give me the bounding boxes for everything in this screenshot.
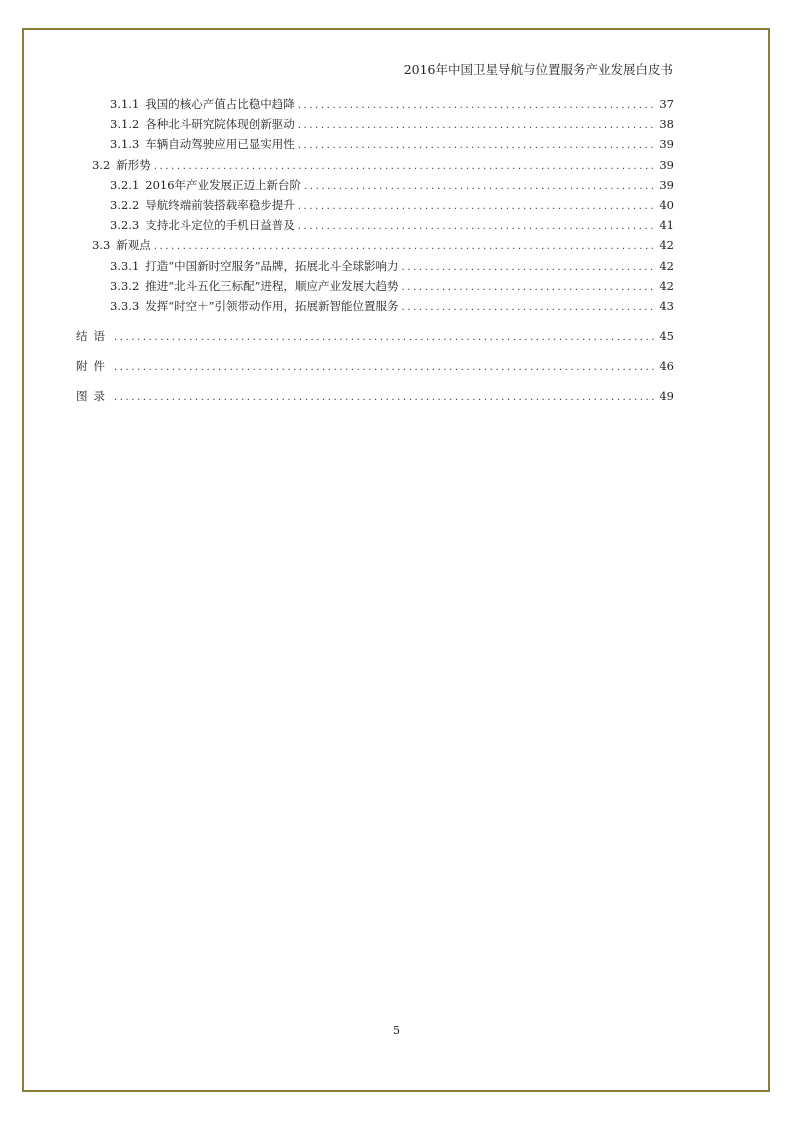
toc-entry-number: 3.3.2 <box>110 278 140 293</box>
toc-entry-label: 打造“中国新时空服务”品牌，拓展北斗全球影响力 <box>145 258 399 273</box>
toc-entry[interactable] <box>76 237 674 257</box>
toc-leader-dots <box>298 100 657 111</box>
toc-entry-label: 车辆自动驾驶应用已显实用性 <box>145 137 295 152</box>
toc-entry-number: 3.2.1 <box>110 177 140 192</box>
toc-entry[interactable] <box>76 157 674 177</box>
toc-leader-dots <box>114 362 656 373</box>
toc-entry-label: 我国的核心产值占比稳中趋降 <box>145 97 295 111</box>
toc-entry-page: 39 <box>659 177 674 192</box>
toc-entry-number: 3.1.1 <box>110 97 140 111</box>
toc-entry-page: 49 <box>659 389 674 404</box>
toc-entry[interactable] <box>76 258 674 278</box>
toc-leader-dots <box>298 221 657 232</box>
toc-entry-page: 41 <box>659 218 674 233</box>
toc-entry-number: 3.3 <box>92 238 111 253</box>
toc-entry-page: 42 <box>659 238 674 253</box>
toc-entry-page: 46 <box>659 359 674 374</box>
toc-entry-number: 3.2 <box>92 157 111 172</box>
toc-entry-number: 3.3.3 <box>110 298 140 313</box>
toc-entry[interactable] <box>76 217 674 237</box>
toc-entry-page: 42 <box>659 278 674 293</box>
toc-entry-number: 3.1.2 <box>110 117 140 132</box>
table-of-contents <box>76 96 674 409</box>
toc-entry[interactable] <box>76 298 674 318</box>
toc-entry-number: 3.2.2 <box>110 197 140 212</box>
toc-entry-label: 图录 <box>76 389 111 404</box>
toc-leader-dots <box>402 302 657 313</box>
toc-entry-label: 新形势 <box>116 157 151 172</box>
toc-entry[interactable] <box>76 197 674 217</box>
toc-leader-dots <box>298 120 657 131</box>
toc-entry-figures[interactable] <box>76 388 674 408</box>
toc-entry-page: 43 <box>659 298 674 313</box>
toc-entry[interactable] <box>76 136 674 156</box>
toc-leader-dots <box>304 181 656 192</box>
toc-entry-label: 结语 <box>76 329 111 344</box>
toc-entry-label: 导航终端前装搭载率稳步提升 <box>145 197 295 212</box>
toc-entry-label: 各种北斗研究院体现创新驱动 <box>145 117 295 132</box>
toc-entry[interactable] <box>76 278 674 298</box>
toc-entry-page: 39 <box>659 137 674 152</box>
toc-leader-dots <box>114 332 656 343</box>
toc-leader-dots <box>402 282 657 293</box>
toc-leader-dots <box>114 392 656 403</box>
toc-entry[interactable] <box>76 96 674 116</box>
toc-entry-number: 3.2.3 <box>110 218 140 233</box>
toc-leader-dots <box>154 161 657 172</box>
toc-entry-page: 45 <box>659 329 674 344</box>
toc-entry-number: 3.3.1 <box>110 258 140 273</box>
toc-entry-page: 42 <box>659 258 674 273</box>
toc-entry-label: 推进“北斗五化三标配”进程，顺应产业发展大趋势 <box>145 278 399 293</box>
toc-leader-dots <box>298 140 657 151</box>
page-number: 5 <box>393 1024 400 1037</box>
toc-entry-label: 发挥“时空＋”引领带动作用，拓展新智能位置服务 <box>145 298 399 313</box>
toc-entry-conclusion[interactable] <box>76 328 674 348</box>
toc-entry[interactable] <box>76 116 674 136</box>
toc-entry-label: 新观点 <box>116 238 151 253</box>
toc-entry-label: 支持北斗定位的手机日益普及 <box>145 218 295 233</box>
toc-entry[interactable] <box>76 177 674 197</box>
running-header: 2016年中国卫星导航与位置服务产业发展白皮书 <box>403 62 673 77</box>
toc-leader-dots <box>154 241 657 252</box>
toc-entry-label: 附件 <box>76 359 111 374</box>
toc-leader-dots <box>402 262 657 273</box>
toc-leader-dots <box>298 201 657 212</box>
toc-entry-page: 38 <box>659 117 674 132</box>
toc-entry-page: 37 <box>659 97 674 111</box>
toc-entry-page: 39 <box>659 157 674 172</box>
toc-entry-appendix[interactable] <box>76 358 674 378</box>
toc-entry-label: 2016年产业发展正迈上新台阶 <box>145 177 302 192</box>
toc-entry-page: 40 <box>659 197 674 212</box>
toc-entry-number: 3.1.3 <box>110 137 140 152</box>
